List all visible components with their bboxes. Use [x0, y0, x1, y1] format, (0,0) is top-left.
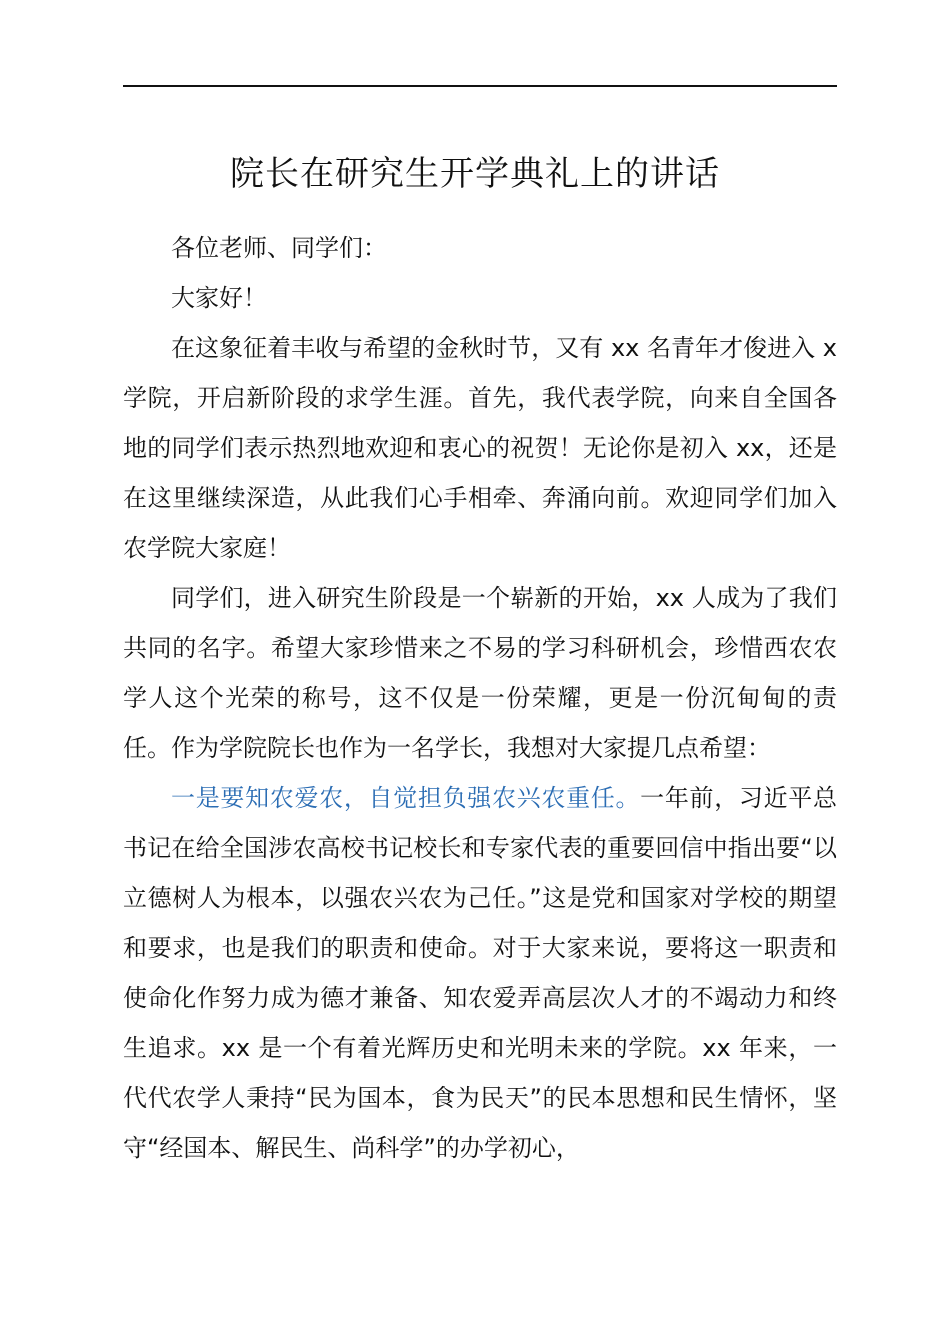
greeting: 大家好！ — [171, 284, 267, 312]
point-one-text: 一年前，习近平总书记在给全国涉农高校书记校长和专家代表的重要回信中指出要“以立德树人为根本，以强农兴农为己任。”这是党和国家对学校的期望和要求，也是我们的职责和使命。对于大家来说，要将这一职责和使命化作努力成为德才兼备、知农爱弄高层次人才的不竭动力和终生追求。xx 是一个有着光辉历史和光明未来的学院。xx 年来，一代代农学人秉持“民为国本，食为民天”的民本思想和民生情怀，坚守“经国本、解民生、尚科学”的办学初心， — [123, 784, 838, 1162]
paragraph-3 — [123, 773, 837, 1173]
document-title: 院长在研究生开学典礼上的讲话 — [230, 154, 720, 194]
paragraph-2: 同学们，进入研究生阶段是一个崭新的开始，xx 人成为了我们共同的名字。希望大家珍惜来之不易的学习科研机会，珍惜西农农学人这个光荣的称号，这不仅是一份荣耀，更是一份沉甸甸的责任。作为学院院长也作为一名学长，我想对大家提几点希望： — [123, 584, 837, 762]
salutation: 各位老师、同学们： — [171, 234, 387, 262]
point-one-heading: 一是要知农爱农，自觉担负强农兴农重任。 — [171, 784, 641, 812]
header-rule — [123, 85, 837, 87]
paragraph-1: 在这象征着丰收与希望的金秋时节，又有 xx 名青年才俊进入 x 学院，开启新阶段的求学生涯。首先，我代表学院，向来自全国各地的同学们表示热烈地欢迎和衷心的祝贺！无论你是初入 xx，还是在这里继续深造，从此我们心手相牵、奔涌向前。欢迎同学们加入农学院大家庭！ — [123, 334, 837, 562]
document-body — [123, 223, 837, 1173]
